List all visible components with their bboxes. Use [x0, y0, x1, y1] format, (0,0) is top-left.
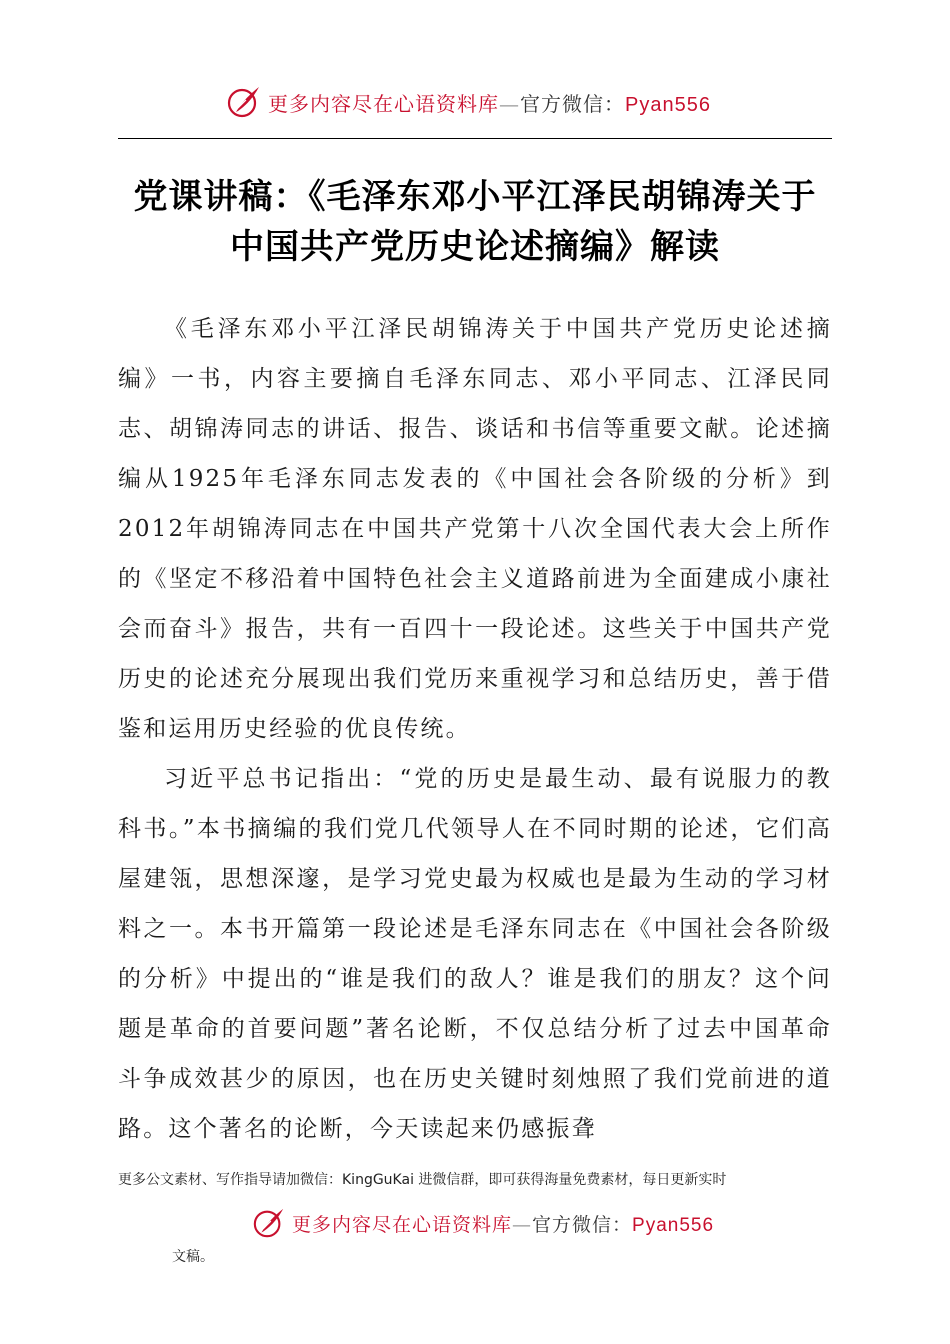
quill-logo-icon	[226, 84, 262, 120]
watermark-footer	[0, 1206, 950, 1246]
watermark-brand: 更多内容尽在心语资料库	[268, 92, 499, 116]
watermark-dash: —	[512, 1214, 533, 1236]
watermark-text	[268, 88, 711, 117]
watermark-header	[0, 82, 950, 126]
title-line-1: 党课讲稿：《毛泽东邓小平江泽民胡锦涛关于	[133, 177, 817, 217]
title-line-2: 中国共产党历史论述摘编》解读	[230, 227, 720, 267]
watermark-brand: 更多内容尽在心语资料库	[292, 1214, 513, 1236]
document-body	[118, 304, 832, 1154]
watermark-id: Pyan556	[625, 94, 711, 116]
document-title	[118, 172, 832, 272]
watermark-label: 官方微信：	[532, 1214, 633, 1236]
header-divider	[118, 138, 832, 139]
watermark-text	[292, 1210, 714, 1237]
watermark-dash: —	[499, 92, 520, 116]
paragraph: 习近平总书记指出：“党的历史是最生动、最有说服力的教科书。”本书摘编的我们党几代领导人在不同时期的论述，它们高屋建瓴，思想深邃，是学习党史最为权威也是最为生动的学习材料之一。本书开篇第一段论述是毛泽东同志在《中国社会各阶级的分析》中提出的“谁是我们的敌人？谁是我们的朋友？这个问题是革命的首要问题”著名论断，不仅总结分析了过去中国革命斗争成效甚少的原因，也在历史关键时刻烛照了我们党前进的道路。这个著名的论断，今天读起来仍感振聋	[118, 766, 832, 1142]
paragraph: 《毛泽东邓小平江泽民胡锦涛关于中国共产党历史论述摘编》一书，内容主要摘自毛泽东同志、邓小平同志、江泽民同志、胡锦涛同志的讲话、报告、谈话和书信等重要文献。论述摘编从1925年毛泽东同志发表的《中国社会各阶级的分析》到2012年胡锦涛同志在中国共产党第十八次全国代表大会上所作的《坚定不移沿着中国特色社会主义道路前进为全面建成小康社会而奋斗》报告，共有一百四十一段论述。这些关于中国共产党历史的论述充分展现出我们党历来重视学习和总结历史，善于借鉴和运用历史经验的优良传统。	[118, 316, 832, 742]
footer-note-tail: 文稿。	[172, 1249, 214, 1265]
watermark-id: Pyan556	[632, 1215, 715, 1236]
quill-logo-icon	[252, 1206, 286, 1240]
footer-note: 更多公文素材、写作指导请加微信：KingGuKai 进微信群，即可获得海量免费素材，每日更新实时	[118, 1172, 727, 1188]
watermark-label: 官方微信：	[520, 92, 625, 116]
